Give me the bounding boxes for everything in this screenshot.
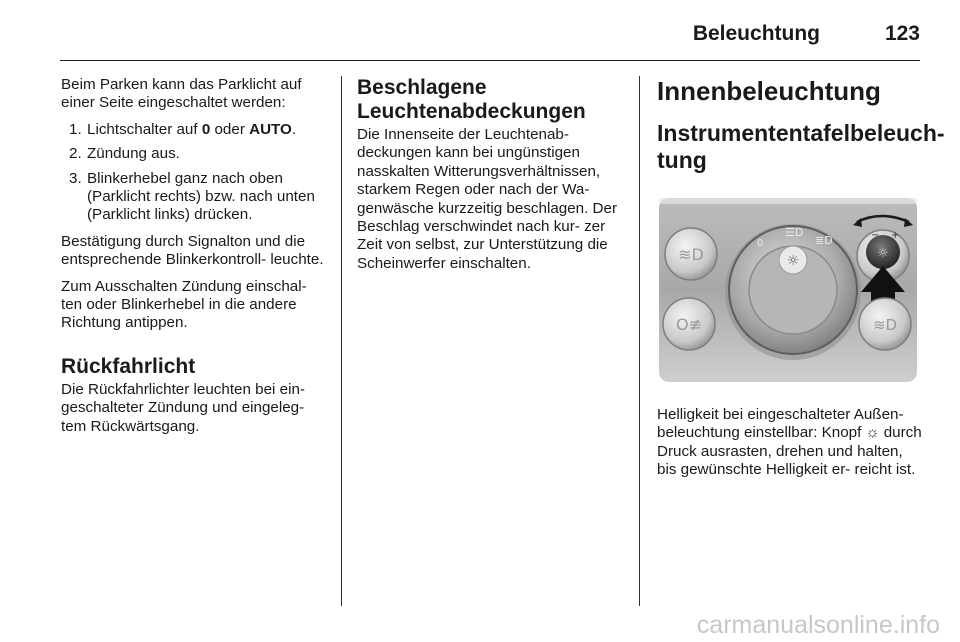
heading-reverse-light: Rückfahrlicht: [61, 354, 196, 378]
svg-text:0: 0: [757, 238, 764, 249]
fogged-covers-paragraph: Die Innenseite der Leuchtenab- deckungen kann bei ungünstigen nasskalten Witterungsverhältnissen, starkem Regen oder nach der Wa- genwäsche kurzzeitig beschlagen. Der Beschlag verschwindet nach kur- zer Zeit von selbst, zur Unterstützung die Scheinwerfer einschalten.: [357, 126, 618, 272]
column-interior-lighting: [657, 76, 945, 488]
svg-text:−: −: [871, 230, 880, 241]
section-title: Beleuchtung: [692, 22, 820, 45]
watermark-text: carmanualsonline.info: [696, 611, 940, 639]
heading-instrument-panel-lighting: Instrumententafelbeleuch- tung: [657, 120, 945, 173]
column-fogged-covers: [357, 76, 625, 281]
reverse-light-paragraph: Die Rückfahrlichter leuchten bei ein- geschalteter Zündung und eingeleg- tem Rückwärtsgang.: [61, 380, 305, 435]
svg-text:☰D: ☰D: [785, 226, 804, 239]
page-header: [60, 14, 920, 61]
column-divider-left: [341, 76, 342, 606]
svg-text:☼: ☼: [877, 246, 889, 261]
svg-text:≋D: ≋D: [678, 245, 704, 264]
page-number: 123: [884, 22, 920, 45]
steps-list: [61, 121, 329, 225]
svg-text:≣D: ≣D: [815, 234, 833, 247]
list-item: 1. Lichtschalter auf 0 oder AUTO.: [69, 120, 297, 138]
svg-text:☼: ☼: [786, 253, 800, 269]
confirmation-paragraph: Bestätigung durch Signalton und die entsprechende Blinkerkontroll- leuchte.: [61, 232, 324, 269]
list-item: 2. Zündung aus.: [69, 145, 180, 163]
light-switch-figure: [657, 192, 919, 388]
brightness-paragraph: Helligkeit bei eingeschalteter Außen- beleuchtung einstellbar: Knopf ☼ durch Druck ausrasten, drehen und halten, bis gewünschte Helligkeit er- reicht ist.: [657, 406, 922, 479]
column-divider-right: [639, 76, 640, 606]
switch-off-paragraph: Zum Ausschalten Zündung einschal- ten oder Blinkerhebel in die andere Richtung antippen.: [61, 277, 307, 332]
svg-text:O≢: O≢: [676, 315, 702, 334]
svg-text:+: +: [891, 230, 900, 241]
svg-text:≋D: ≋D: [872, 316, 898, 334]
heading-interior-lighting: Innenbeleuchtung: [657, 76, 881, 106]
list-item: 3. Blinkerhebel ganz nach oben (Parklicht rechts) bzw. nach unten (Parklicht links) drücken.: [69, 169, 315, 224]
heading-fogged-covers: Beschlagene Leuchtenabdeckungen: [357, 76, 586, 123]
column-parking-light: [61, 76, 329, 444]
intro-paragraph: Beim Parken kann das Parklicht auf einer Seite eingeschaltet werden:: [61, 76, 302, 112]
